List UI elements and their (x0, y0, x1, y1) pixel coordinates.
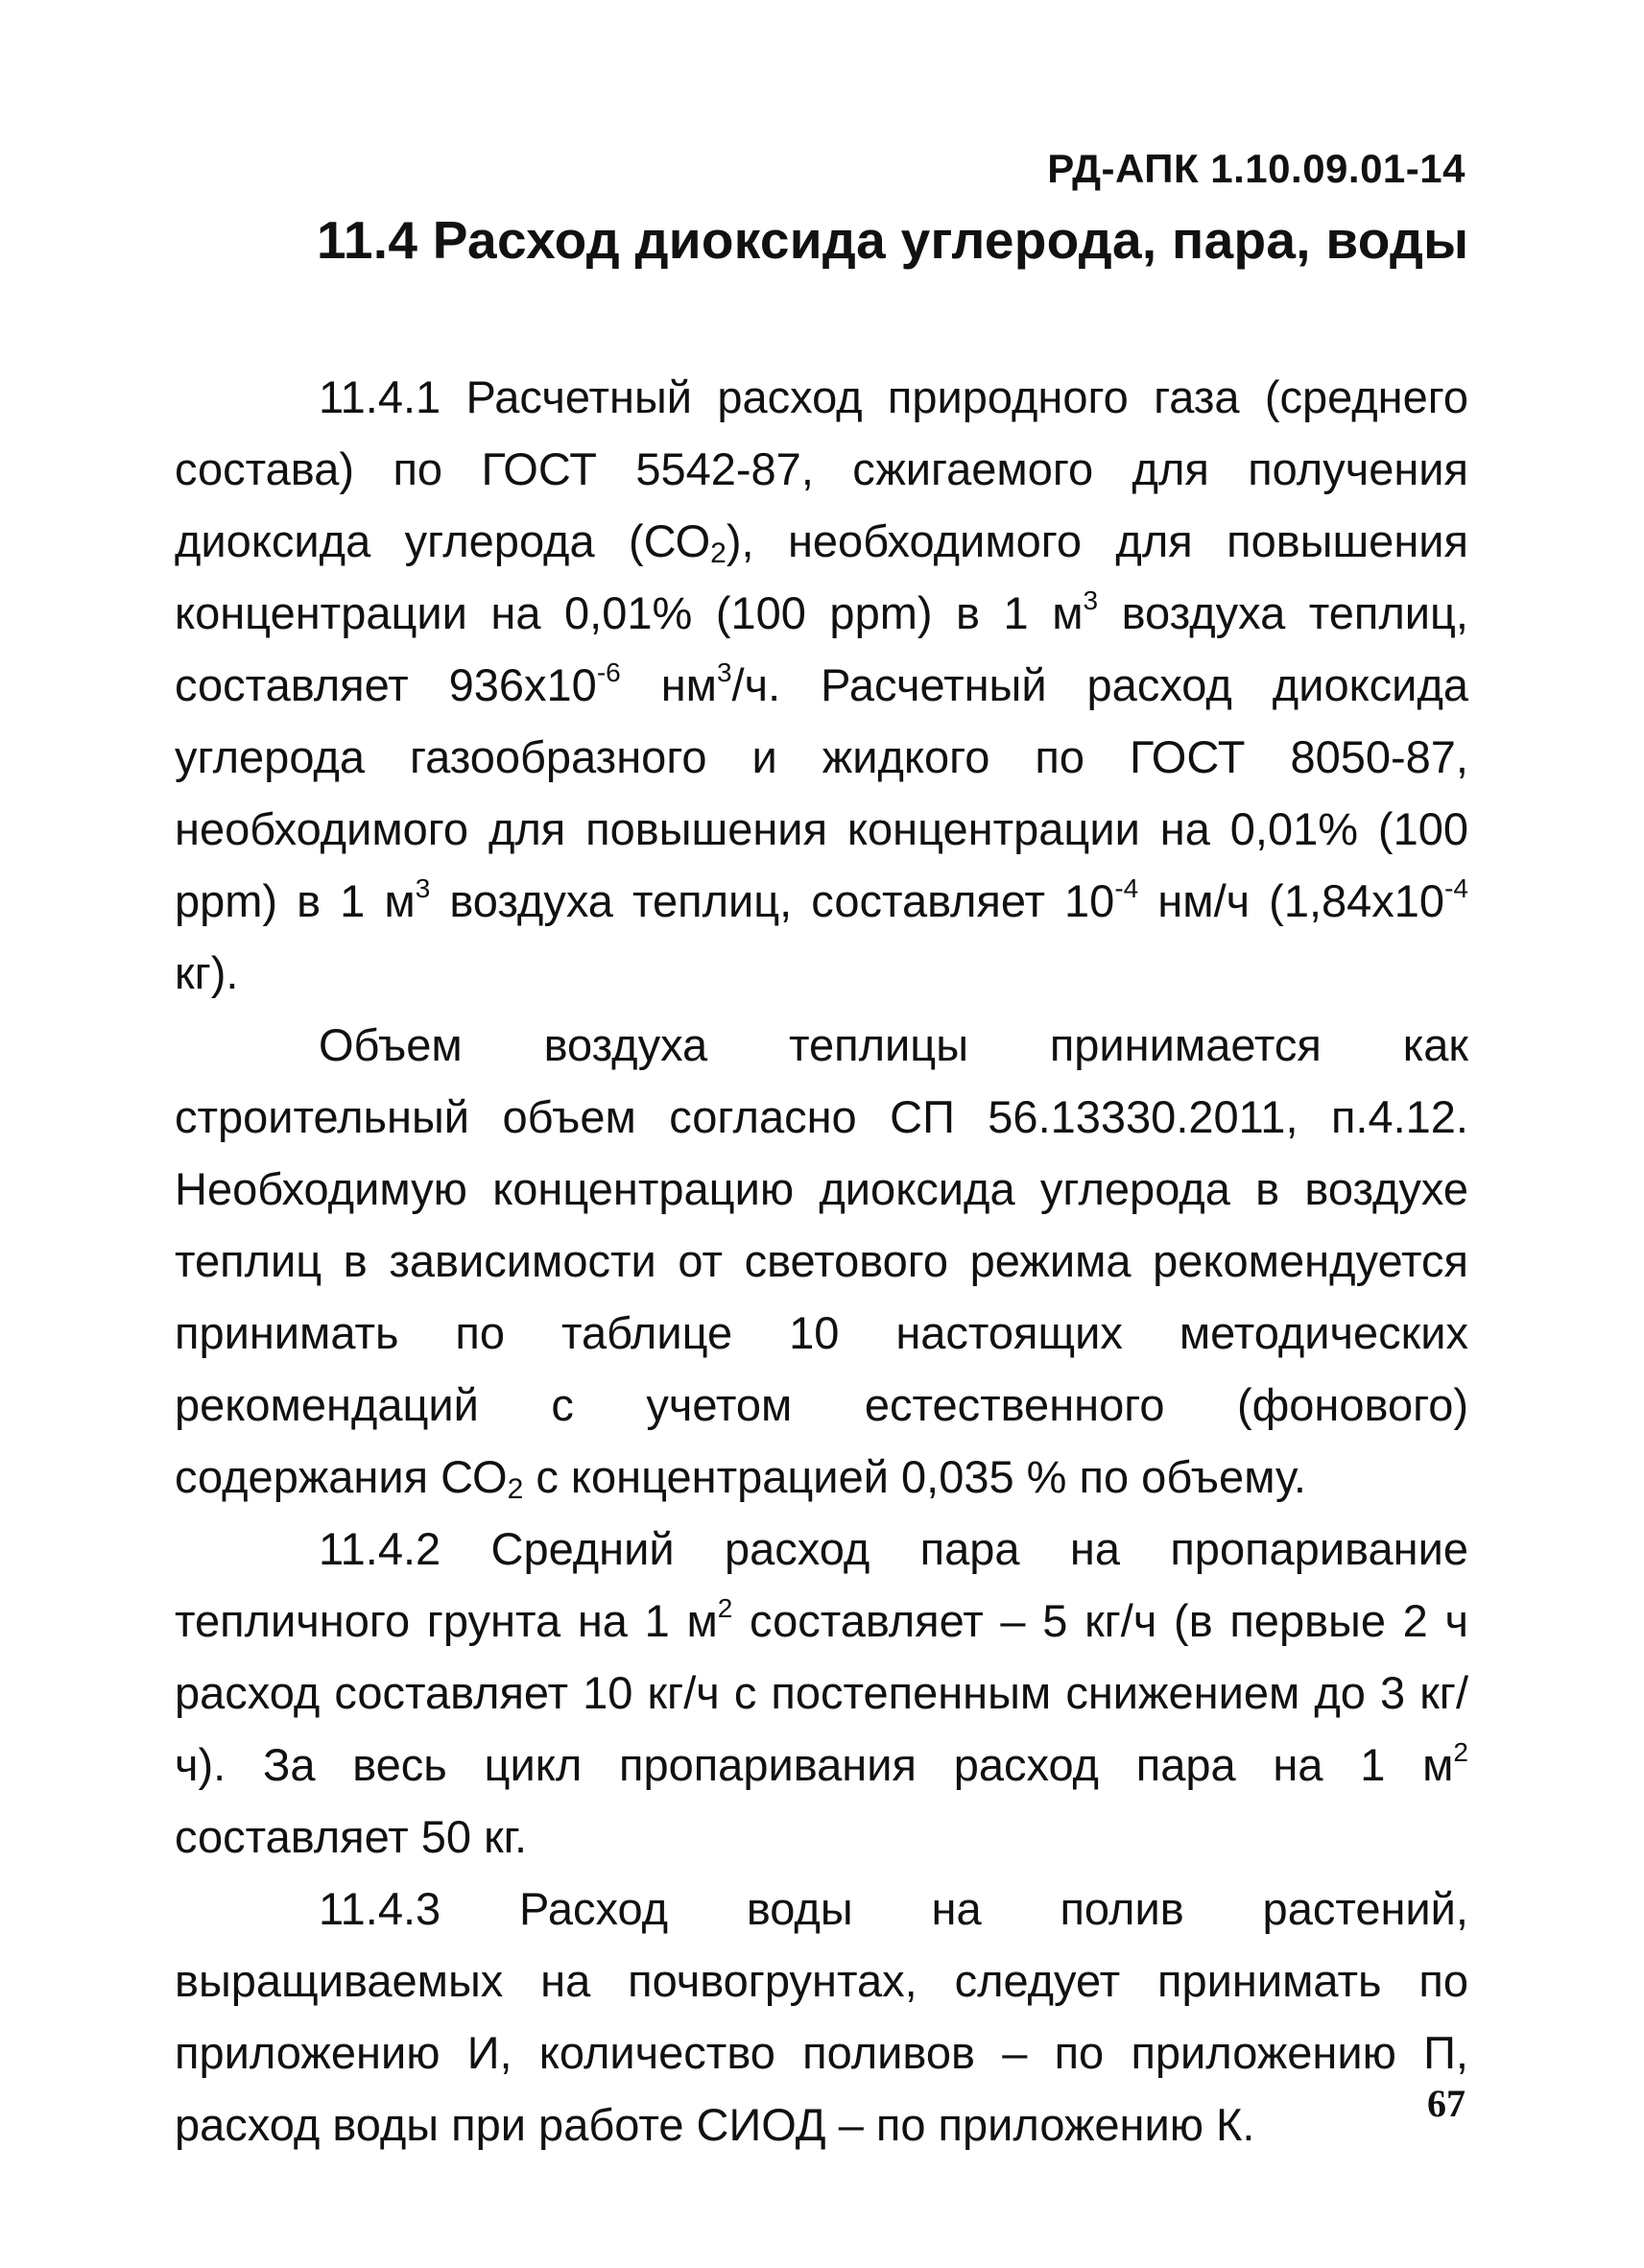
paragraph-11-4-3: 11.4.3 Расход воды на полив растений, выращиваемых на почвогрунтах, следует принимать по приложению И, количество поливов – по приложению П, расход воды при работе СИОД – по приложению К. (175, 1883, 1468, 2150)
page-number: 67 (1427, 2082, 1465, 2125)
paragraph-11-4-1: 11.4.1 Расчетный расход природного газа (среднего состава) по ГОСТ 5542-87, сжигаемого для получения диоксида углерода $(СО_2)$, необходимого для повышения концентрации на 0,01% (100 ppm) в 1 $м^3$ воздуха теплиц, составляет $936х10^{-6}$ $нм^3/ч$. Расчетный расход диоксида углерода газообразного и жидкого по ГОСТ 8050-87, необходимого для повышения концентрации на 0,01% (100 ppm) в 1 $м^3$ воздуха теплиц, составляет $10^{-4}$ нм/ч ($1,84х10^{-4}$ кг). (175, 371, 1469, 998)
paragraph-greenhouse-volume: Объем воздуха теплицы принимается как строительный объем согласно СП 56.13330.2011, п.4.12. Необходимую концентрацию диоксида углерода в воздухе теплиц в зависимости от светового режима рекомендуется принимать по таблице 10 настоящих методических рекомендаций с учетом естественного (фонового) содержания $СО_2$ с концентрацией 0,035 % по объему. (175, 1019, 1468, 1505)
document-code: РД-АПК 1.10.09.01-14 (1047, 146, 1465, 191)
section-title: 11.4 Расход диоксида углерода, пара, воды (317, 210, 1469, 270)
paragraph-11-4-2: 11.4.2 Средний расход пара на пропаривание тепличного грунта на 1 $м^2$ составляет – 5 кг/ч (в первые 2 ч расход составляет 10 кг/ч с постепенным снижением до 3 кг/ч). За весь цикл пропаривания расход пара на 1 $м^2$ составляет 50 кг. (175, 1523, 1468, 1862)
document-body (175, 361, 1468, 2161)
